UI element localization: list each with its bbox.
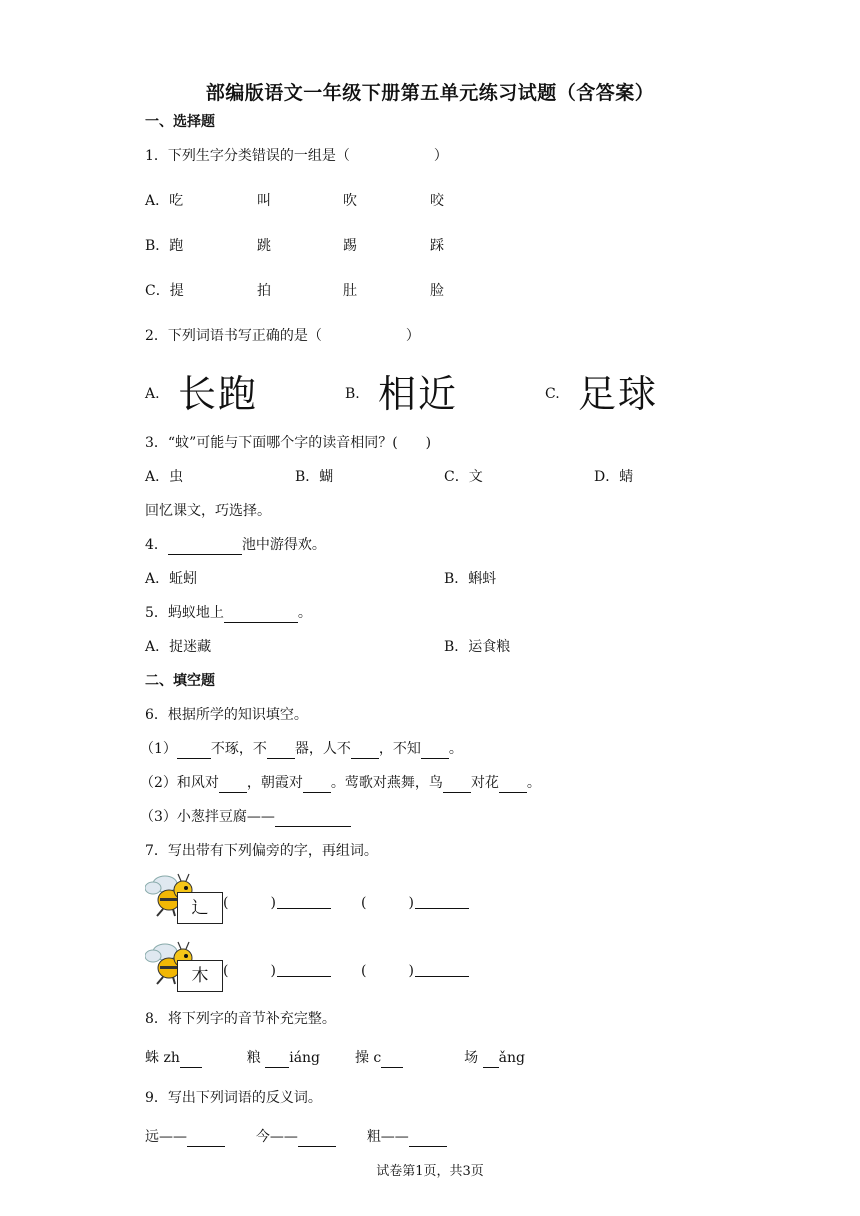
pinyin-char: 操 (354, 1050, 369, 1066)
question-3-option-b: B．蝴 (295, 469, 334, 485)
question-1-stem: 1．下列生字分类错误的一组是（ ） (145, 148, 448, 164)
question-4-text: 池中游得欢。 (241, 537, 326, 553)
section-choice-heading: 一、选择题 (145, 114, 215, 130)
antonym-item: 粗—— (366, 1129, 409, 1145)
option-char: 叫 (257, 193, 271, 209)
word-blank[interactable] (415, 960, 469, 977)
antonym-blank[interactable] (187, 1128, 225, 1147)
option-char: 踩 (430, 238, 444, 254)
question-9-items (145, 1128, 447, 1147)
question-6-stem: 6．根据所学的知识填空。 (145, 707, 308, 723)
question-3-option-d: D．蜻 (594, 469, 634, 485)
question-4-option-a: A．蚯蚓 (145, 571, 198, 587)
radical-box: 辶 (177, 892, 223, 924)
text-segment: ，不知 (378, 741, 421, 757)
text-segment: （3）小葱拌豆腐—— (140, 809, 275, 825)
question-8-items (145, 1049, 525, 1068)
answer-blank[interactable] (224, 604, 298, 623)
question-4-stem (145, 536, 326, 555)
radical-box: 木 (177, 960, 223, 992)
option-label: A．吃 (145, 193, 184, 209)
option-char: 吹 (343, 193, 357, 209)
antonym-blank[interactable] (298, 1128, 336, 1147)
text-segment: 。莺歌对燕舞，鸟 (330, 775, 443, 791)
text-segment: 不琢，不 (210, 741, 267, 757)
text-segment: 。 (526, 775, 541, 791)
text-segment: （1） (140, 741, 177, 757)
section-fill-heading: 二、填空题 (145, 673, 215, 689)
question-2-option-a-word: 长跑 (178, 372, 259, 416)
antonym-item: 远—— (145, 1129, 187, 1145)
text-segment: ，朝霞对 (246, 775, 303, 791)
word-blank[interactable] (415, 892, 469, 909)
answer-blank[interactable] (219, 774, 247, 793)
pinyin-blank[interactable] (265, 1049, 289, 1068)
page-title: 部编版语文一年级下册第五单元练习试题（含答案） (205, 82, 655, 104)
answer-blank[interactable] (168, 536, 242, 555)
char-paren[interactable]: ( ) (223, 963, 276, 979)
question-4-number: 4． (145, 537, 168, 553)
option-label: B．跑 (145, 238, 184, 254)
question-5-stem (145, 604, 312, 623)
question-6-line-1 (140, 740, 463, 759)
question-4-option-b: B．蝌蚪 (444, 571, 497, 587)
answer-blank[interactable] (267, 740, 295, 759)
question-7-stem: 7．写出带有下列偏旁的字，再组词。 (145, 843, 378, 859)
answer-blank[interactable] (275, 808, 351, 827)
antonym-blank[interactable] (409, 1128, 447, 1147)
text-segment: 。 (448, 741, 463, 757)
question-9-stem: 9．写出下列词语的反义词。 (145, 1090, 322, 1106)
question-2-option-c-word: 足球 (578, 372, 659, 416)
question-5-text: 5．蚂蚁地上 (145, 605, 224, 621)
pinyin-char: 粮 (246, 1050, 261, 1066)
radical-row-2 (145, 940, 485, 992)
question-6-line-2 (140, 774, 541, 793)
option-char: 肚 (343, 283, 357, 299)
question-5-option-b: B．运食粮 (444, 639, 511, 655)
option-char: 拍 (257, 283, 271, 299)
recall-instruction: 回忆课文，巧选择。 (145, 503, 271, 519)
question-2-option-b-word: 相近 (378, 372, 459, 416)
answer-blank[interactable] (351, 740, 379, 759)
pinyin-part: c (373, 1050, 382, 1066)
question-5-end: 。 (297, 605, 312, 621)
question-2-option-a-label: A. (145, 386, 160, 402)
char-paren[interactable]: ( ) (223, 895, 276, 911)
question-5-option-a: A．捉迷藏 (145, 639, 212, 655)
text-segment: 器，人不 (294, 741, 351, 757)
option-char: 脸 (430, 283, 444, 299)
page-footer: 试卷第1页，共3页 (376, 1164, 484, 1179)
question-8-stem: 8．将下列字的音节补充完整。 (145, 1011, 336, 1027)
char-paren[interactable]: ( ) (361, 963, 414, 979)
pinyin-part: iáng (289, 1050, 321, 1066)
question-3-stem: 3．“蚊”可能与下面哪个字的读音相同？( ) (145, 435, 432, 451)
pinyin-blank[interactable] (180, 1049, 202, 1068)
option-char: 跳 (257, 238, 271, 254)
text-segment: 对花 (470, 775, 499, 791)
option-char: 踢 (343, 238, 357, 254)
char-paren[interactable]: ( ) (361, 895, 414, 911)
text-segment: （2）和风对 (140, 775, 219, 791)
answer-blank[interactable] (177, 740, 211, 759)
pinyin-char: 蛛 (145, 1050, 159, 1066)
question-2-stem: 2．下列词语书写正确的是（ ） (145, 328, 420, 344)
option-char: 咬 (430, 193, 444, 209)
answer-blank[interactable] (303, 774, 331, 793)
answer-blank[interactable] (499, 774, 527, 793)
word-blank[interactable] (277, 892, 331, 909)
pinyin-part: zh (163, 1050, 180, 1066)
question-3-option-c: C．文 (444, 469, 483, 485)
pinyin-blank[interactable] (483, 1049, 499, 1068)
radical-row-1 (145, 872, 485, 924)
answer-blank[interactable] (421, 740, 449, 759)
question-2-option-c-label: C. (545, 386, 560, 402)
question-2-option-b-label: B. (345, 386, 360, 402)
question-6-line-3 (140, 808, 351, 827)
word-blank[interactable] (277, 960, 331, 977)
pinyin-blank[interactable] (381, 1049, 403, 1068)
option-label: C．提 (145, 283, 184, 299)
antonym-item: 今—— (255, 1129, 298, 1145)
pinyin-part: ǎng (498, 1050, 525, 1066)
question-3-option-a: A．虫 (145, 469, 184, 485)
pinyin-char: 场 (464, 1050, 479, 1066)
answer-blank[interactable] (443, 774, 471, 793)
